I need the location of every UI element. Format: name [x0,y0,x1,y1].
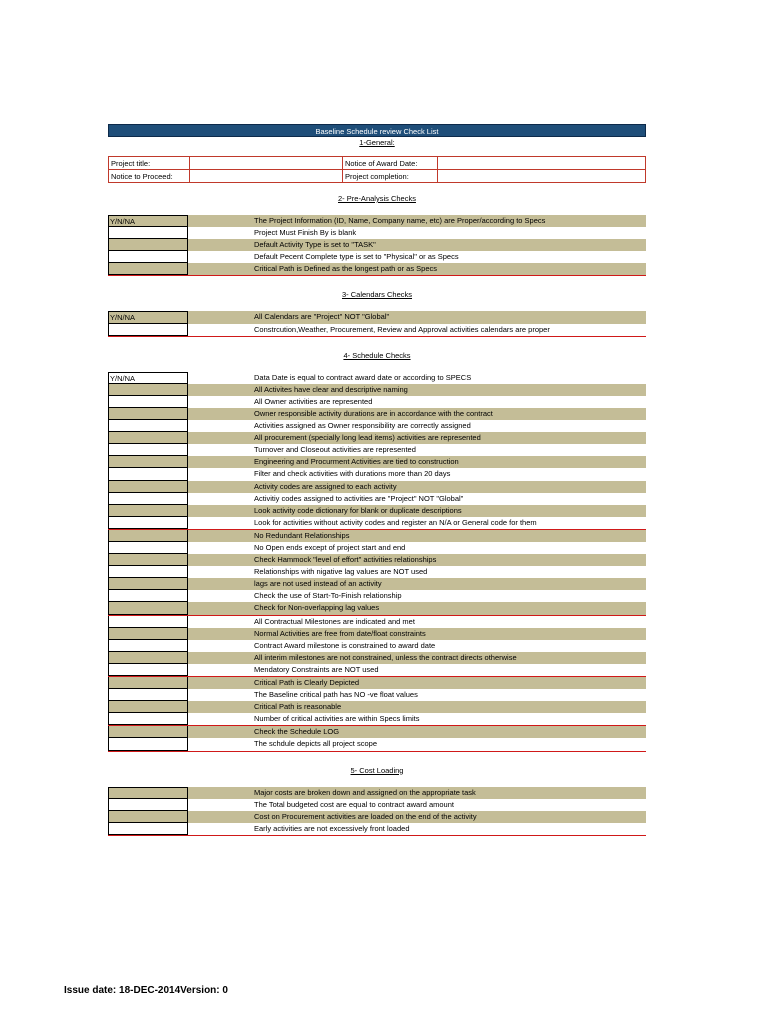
check-item-text: The Total budgeted cost are equal to contract award amount [254,799,454,809]
checklist-grid [108,215,646,276]
check-item-text: Activities assigned as Owner responsibility are correctly assigned [254,421,471,431]
yn-cell[interactable] [108,481,188,493]
spacer-cell [188,701,254,713]
check-item-text: The Baseline critical path has NO -ve float values [254,690,418,700]
checklist-row [108,652,646,664]
check-item-text: Relationships with nigative lag values are NOT used [254,567,428,577]
yn-cell[interactable] [108,677,188,689]
checklist-row [108,432,646,444]
check-item-text: lags are not used instead of an activity [254,579,382,589]
check-item-text: All Owner activities are represented [254,396,373,406]
checklist-row [108,799,646,811]
yn-cell[interactable] [108,384,188,396]
spacer-cell [188,787,254,799]
checklist-row [108,505,646,517]
checklist-row [108,481,646,493]
check-item-text: All Activites have clear and descriptive naming [254,384,408,394]
spacer-cell [188,566,254,578]
yn-cell[interactable] [108,554,188,566]
checklist-title: Baseline Schedule review Check List [108,124,646,137]
check-item-text: Major costs are broken down and assigned on the appropriate task [254,787,476,797]
check-item-text: Check Hammock "level of effort" activities relationships [254,555,437,565]
yn-cell[interactable]: Y/N/NA [108,372,188,384]
checklist-row [108,726,646,738]
checklist-row [108,811,646,823]
check-item-text: Project Must Finish By is blank [254,228,357,238]
check-item-text: Number of critical activities are within Specs limits [254,714,420,724]
project-title-label: Project title: [109,157,190,170]
yn-cell[interactable] [108,251,188,263]
check-item-text: Owner responsible activity durations are in accordance with the contract [254,408,493,418]
yn-cell[interactable] [108,227,188,239]
spacer-cell [188,408,254,420]
checklist-row [108,616,646,628]
check-item-text: Look activity code dictionary for blank or duplicate descriptions [254,505,462,515]
yn-cell[interactable] [108,590,188,602]
general-heading: 1-General: [359,138,395,147]
check-item-text: All interim milestones are not constrained, unless the contract directs otherwise [254,652,517,662]
general-table [108,156,646,183]
check-item-text: Critical Path is reasonable [254,702,342,712]
yn-cell[interactable] [108,493,188,505]
yn-cell[interactable] [108,738,188,750]
checklist-row [108,566,646,578]
spacer-cell [188,738,254,750]
yn-cell[interactable] [108,530,188,542]
checklist-row [108,493,646,505]
general-row [109,170,646,183]
project-completion-label: Project completion: [343,170,438,183]
spacer-cell [188,517,254,529]
spacer-cell [188,799,254,811]
checklist-row [108,542,646,554]
yn-cell[interactable] [108,652,188,664]
spacer-cell [188,493,254,505]
spacer-cell [188,713,254,725]
checklist-row [108,640,646,652]
checklist-row [108,311,646,323]
check-item-text: Normal Activities are free from date/float constraints [254,628,426,638]
yn-cell[interactable] [108,578,188,590]
section-heading: 3- Calendars Checks [341,290,413,300]
spacer-cell [188,664,254,676]
check-item-text: Contract Award milestone is constrained to award date [254,640,436,650]
spacer-cell [188,590,254,602]
checklist-row [108,554,646,566]
notice-of-award-label: Notice of Award Date: [343,157,438,170]
spacer-cell [188,652,254,664]
yn-cell[interactable] [108,664,188,676]
checklist-row [108,787,646,799]
spacer-cell [188,628,254,640]
checklist-row [108,468,646,480]
checklist-row [108,251,646,263]
spacer-cell [188,468,254,480]
check-item-text: All procurement (specially long lead items) activities are represented [254,433,481,443]
check-item-text: Critical Path is Clearly Depicted [254,678,360,687]
checklist-sections [108,183,646,836]
notice-of-award-field[interactable] [438,157,646,170]
checklist-row [108,239,646,251]
spacer-cell [188,324,254,336]
yn-cell[interactable] [108,456,188,468]
project-completion-field[interactable] [438,170,646,183]
section-heading: 5- Cost Loading [350,765,404,775]
spacer-cell [188,215,254,227]
spacer-cell [188,530,254,542]
spacer-cell [188,396,254,408]
spacer-cell [188,823,254,835]
yn-cell[interactable] [108,420,188,432]
checklist-row [108,420,646,432]
checklist-row [108,738,646,751]
check-item-text: The Project Information (ID, Name, Company name, etc) are Proper/according to Specs [254,216,546,225]
check-item-text: Turnover and Closeout activities are represented [254,445,416,455]
check-item-text: Engineering and Procurment Activities are tied to construction [254,457,459,467]
check-item-text: Data Date is equal to contract award date or according to SPECS [254,372,472,382]
check-item-text: Activitiy codes assigned to activities are "Project" NOT "Global" [254,493,464,503]
checklist-row [108,530,646,542]
spacer-cell [188,251,254,263]
spacer-cell [188,689,254,701]
checklist-row [108,372,646,384]
yn-cell[interactable] [108,701,188,713]
checklist-grid [108,311,646,336]
spacer-cell [188,726,254,738]
spacer-cell [188,420,254,432]
yn-cell[interactable] [108,799,188,811]
yn-cell[interactable] [108,324,188,336]
spacer-cell [188,616,254,628]
checklist-row [108,628,646,640]
yn-cell[interactable] [108,566,188,578]
check-item-text: Early activities are not excessively front loaded [254,823,410,833]
check-item-text: The schdule depicts all project scope [254,739,377,749]
spacer-cell [188,542,254,554]
spacer-cell [188,456,254,468]
yn-cell[interactable] [108,517,188,529]
check-item-text: Constrcution,Weather, Procurement, Review and Approval activities calendars are proper [254,324,550,334]
section-heading: 2- Pre-Analysis Checks [338,194,416,203]
spacer-cell [188,554,254,566]
checklist-row [108,590,646,602]
checklist-row [108,263,646,276]
spacer-cell [188,311,254,323]
check-item-text: Cost on Procurement activities are loaded on the end of the activity [254,811,477,821]
spacer-cell [188,640,254,652]
yn-cell[interactable] [108,616,188,628]
notice-to-proceed-field[interactable] [190,170,343,183]
spacer-cell [188,505,254,517]
section-heading: 4- Schedule Checks [343,350,411,360]
yn-cell[interactable] [108,432,188,444]
checklist-row [108,215,646,227]
yn-cell[interactable] [108,787,188,799]
check-item-text: Look for activities without activity codes and register an N/A or General code for them [254,517,537,527]
checklist-row [108,384,646,396]
check-item-text: Activity codes are assigned to each activity [254,481,397,491]
issue-date-footer: Issue date: 18-DEC-2014Version: 0 [64,985,228,996]
check-item-text: No Open ends except of project start and end [254,542,406,552]
checklist-row [108,677,646,689]
spacer-cell [188,227,254,239]
check-item-text: Default Activity Type is set to "TASK" [254,240,376,250]
check-item-text: All Contractual Milestones are indicated and met [254,616,415,626]
checklist-row [108,456,646,468]
check-item-text: Mendatory Constraints are NOT used [254,664,379,674]
yn-cell[interactable] [108,726,188,738]
check-item-text: Check the use of Start-To-Finish relationship [254,591,402,601]
check-item-text: All Calendars are "Project" NOT "Global" [254,312,390,322]
checklist-row [108,444,646,456]
yn-cell[interactable] [108,628,188,640]
yn-cell[interactable]: Y/N/NA [108,215,188,227]
yn-cell[interactable] [108,239,188,251]
spacer-cell [188,677,254,689]
yn-cell[interactable] [108,689,188,701]
yn-cell[interactable] [108,542,188,554]
spacer-cell [188,811,254,823]
yn-cell[interactable] [108,396,188,408]
checklist-row [108,578,646,590]
spacer-cell [188,444,254,456]
general-row [109,157,646,170]
notice-to-proceed-label: Notice to Proceed: [109,170,190,183]
yn-cell[interactable] [108,263,188,275]
yn-cell[interactable] [108,444,188,456]
checklist-row [108,324,646,337]
yn-cell[interactable] [108,640,188,652]
check-item-text: Critical Path is Defined as the longest path or as Specs [254,264,438,274]
yn-cell[interactable] [108,823,188,835]
checklist-sheet [108,124,646,836]
checklist-row [108,602,646,615]
spacer-cell [188,602,254,614]
checklist-row [108,713,646,726]
checklist-row [108,396,646,408]
check-item-text: Default Pecent Complete type is set to "Physical" or as Specs [254,252,459,262]
checklist-row [108,517,646,530]
checklist-grid [108,787,646,836]
spacer-cell [188,263,254,275]
yn-cell[interactable]: Y/N/NA [108,311,188,323]
yn-cell[interactable] [108,408,188,420]
spacer-cell [188,432,254,444]
yn-cell[interactable] [108,468,188,480]
checklist-row [108,701,646,713]
checklist-row [108,823,646,836]
checklist-row [108,689,646,701]
yn-cell[interactable] [108,811,188,823]
spacer-cell [188,578,254,590]
yn-cell[interactable] [108,505,188,517]
check-item-text: No Redundant Relationships [254,530,350,540]
project-title-field[interactable] [190,157,343,170]
check-item-text: Check for Non-overlapping lag values [254,603,380,613]
spacer-cell [188,372,254,384]
checklist-row [108,664,646,677]
spacer-cell [188,384,254,396]
checklist-row [108,227,646,239]
checklist-grid [108,372,646,752]
check-item-text: Filter and check activities with durations more than 20 days [254,469,451,479]
spacer-cell [188,481,254,493]
yn-cell[interactable] [108,713,188,725]
yn-cell[interactable] [108,602,188,614]
checklist-row [108,408,646,420]
check-item-text: Check the Schedule LOG [254,727,340,737]
spacer-cell [188,239,254,251]
